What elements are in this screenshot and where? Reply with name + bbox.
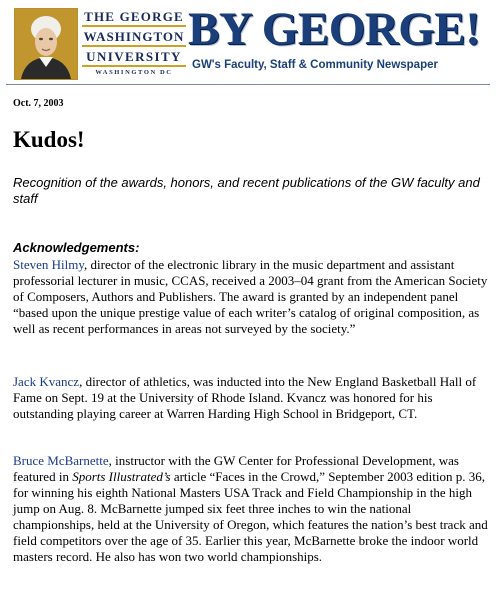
person-link-hilmy[interactable]: Steven Hilmy (13, 257, 85, 272)
entry-text: , director of the electronic library in the music department and assistant professorial lecturer in music, CCAS, received a 2003–04 grant from the American Society of Composers, Authors and Publishers. The award is granted by an independent panel “based upon the unique prestige value of each writer’s catalog of original composition, as well as recent performances in areas not surveyed by the society.” (13, 257, 488, 336)
entry-text: article “Faces in the Crowd,” September 2003 edition p. 36, for winning his eighth National Masters USA Track and Field Championship in the high jump on Aug. 8. McBarnette jumped six feet three inches to win the national championships, held at the University of Oregon, which features the nation’s best track and field competitors over the age of 35. Earlier this year, McBarnette broke the indoor world masters record. He also has won two world championships. (13, 469, 488, 564)
section-heading: Acknowledgements: (13, 240, 140, 255)
masthead (8, 4, 490, 84)
article-date: Oct. 7, 2003 (13, 98, 64, 109)
entry-text: , instructor with the GW Center for Professional Development, was featured in (13, 453, 459, 484)
entry-text: , director of athletics, was inducted into the New England Basketball Hall of Fame on Sept. 19 at the University of Rhode Island. Kvancz was honored for his outstanding playing career at Warren Harding High School in Bridgeport, CT. (13, 374, 477, 421)
george-washington-portrait-icon[interactable] (14, 8, 78, 80)
person-link-mcbarnette[interactable]: Bruce McBarnette (13, 453, 109, 468)
university-location: WASHINGTON DC (95, 69, 173, 76)
kudos-entry-mcbarnette (13, 453, 489, 565)
university-wordmark[interactable] (82, 10, 186, 77)
page-title: Kudos! (13, 127, 85, 152)
masthead-tagline: GW's Faculty, Staff & Community Newspaper (192, 59, 438, 71)
university-line-2: WASHINGTON (82, 27, 186, 47)
kudos-entry-hilmy (13, 257, 489, 337)
university-line-3: UNIVERSITY (82, 47, 186, 67)
header-divider (6, 84, 490, 85)
article-subtitle: Recognition of the awards, honors, and recent publications of the GW faculty and staff (13, 175, 480, 206)
portrait-graphic (15, 9, 77, 79)
kudos-entry-kvancz (13, 374, 489, 422)
university-line-1: THE GEORGE (82, 10, 186, 27)
masthead-title[interactable]: BY GEORGE! (188, 3, 481, 55)
person-link-kvancz[interactable]: Jack Kvancz (13, 374, 80, 389)
publication-title: Sports Illustrated’s (72, 469, 171, 484)
